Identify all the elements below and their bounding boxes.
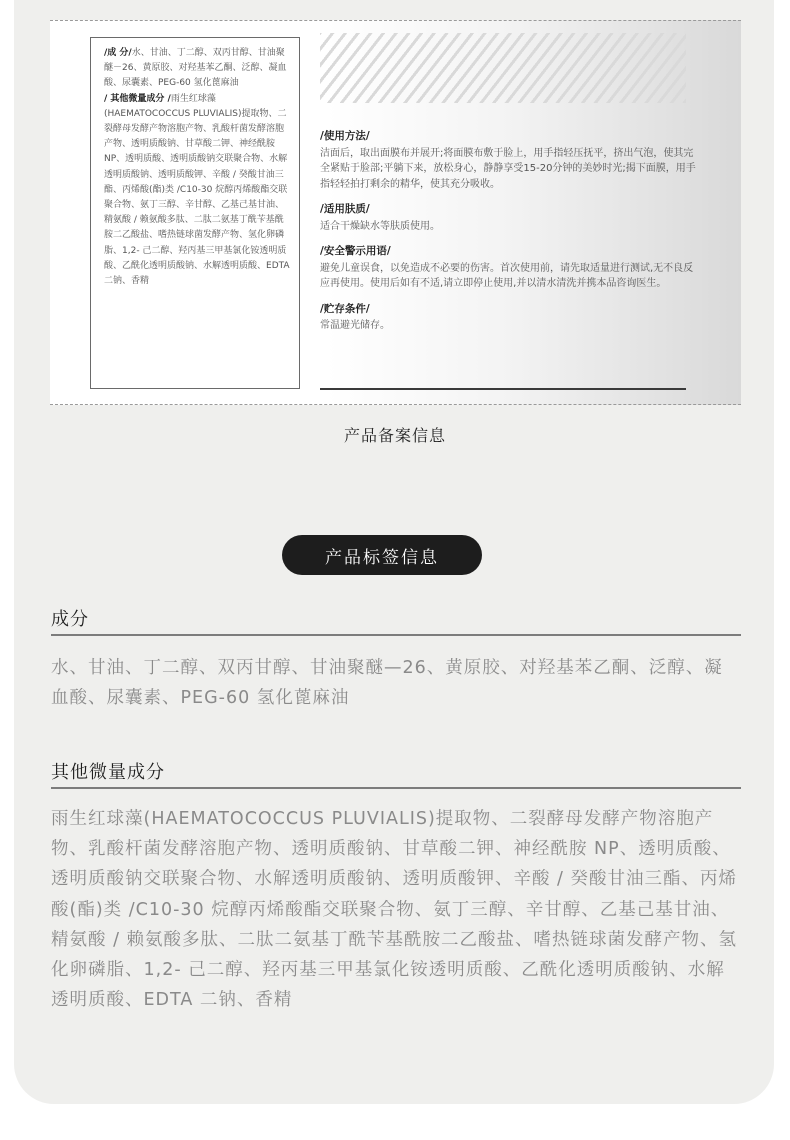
skin-type-head: /适用肤质/ [320, 203, 370, 215]
warning-head: /安全警示用语/ [320, 245, 391, 257]
skin-type-text: 适合干燥缺水等肤质使用。 [320, 220, 440, 232]
label-ingredients-text: 水、甘油、丁二醇、双丙甘醇、甘油聚醚－26、黄原胶、对羟基苯乙酮、泛醇、凝血酸、尿囊素、PEG-60 氢化蓖麻油 [104, 48, 287, 89]
storage-text: 常温避光储存。 [320, 320, 390, 331]
label-trace-head: / 其他微量成分 / [104, 93, 171, 104]
label-ingredients-head: /成 分/ [104, 48, 132, 58]
usage-divider [320, 388, 686, 390]
tag-info-button[interactable]: 产品标签信息 [282, 535, 482, 575]
ingredients-frame [90, 37, 300, 389]
trace-ingredients-divider [51, 787, 741, 789]
usage-info [320, 129, 700, 344]
trace-ingredients-title: 其他微量成分 [51, 762, 165, 783]
storage-head: /贮存条件/ [320, 302, 370, 315]
usage-head: /使用方法/ [320, 130, 370, 142]
trace-ingredients-body: 雨生红球藻(HAEMATOCOCCUS PLUVIALIS)提取物、二裂酵母发酵产物溶胞产物、乳酸杆菌发酵溶胞产物、透明质酸钠、甘草酸二钾、神经酰胺 NP、透明质酸、透明质酸钠交联聚合物、水解透明质酸钠、透明质酸钾、辛酸 / 癸酸甘油三酯、丙烯酸(酯)类 /C10-30 烷醇丙烯酸酯交联聚合物、氨丁三醇、辛甘醇、乙基己基甘油、精氨酸 / 赖氨酸多肽、二肽二氨基丁酰苄基酰胺二乙酸盐、嗜热链球菌发酵产物、氢化卵磷脂、1,2- 己二醇、羟丙基三甲基氯化铵透明质酸、乙酰化透明质酸钠、水解透明质酸、EDTA 二钠、香精 [51, 809, 738, 1011]
hatch-pattern [320, 33, 686, 103]
ingredients-divider [51, 634, 741, 636]
usage-text: 洁面后，取出面膜布并展开;将面膜布敷于脸上，用手指轻压抚平，挤出气泡，使其完全紧贴于脸部;平躺下来，放松身心，静静享受15-20分钟的美妙时光;揭下面膜，用手指轻轻拍打剩余的精华，使其充分吸收。 [320, 147, 696, 190]
ingredients-body: 水、甘油、丁二醇、双丙甘醇、甘油聚醚—26、黄原胶、对羟基苯乙酮、泛醇、凝血酸、尿囊素、PEG-60 氢化蓖麻油 [51, 658, 723, 708]
record-caption: 产品备案信息 [343, 426, 446, 445]
ingredients-title: 成分 [51, 609, 89, 630]
warning-text: 避免儿童误食，以免造成不必要的伤害。首次使用前，请先取适量进行测试,无不良反应再使用。使用后如有不适,请立即停止使用,并以清水清洗并携本品咨询医生。 [320, 262, 694, 289]
label-trace-text: 雨生红球藻(HAEMATOCOCCUS PLUVIALIS)提取物、二裂酵母发酵产物溶胞产物、乳酸杆菌发酵溶胞产物、透明质酸钠、甘草酸二钾、神经酰胺NP、透明质酸、透明质酸钠交联聚合物、水解透明质酸钠、透明质酸钾、辛酸 / 癸酸甘油三酯、丙烯酸(酯)类 /C10-30 烷醇丙烯酸酯交联聚合物、氨丁三醇、辛甘醇、乙基己基甘油、精氨酸 / 赖氨酸多肽、二肽二氨基丁酰苄基酰胺二乙酸盐、嗜热链球菌发酵产物、氢化卵磷脂、1,2- 己二醇、羟丙基三甲基氯化铵透明质酸、乙酰化透明质酸钠、水解透明质酸、EDTA 二钠、香精 [104, 93, 290, 287]
product-label-image [50, 20, 741, 405]
